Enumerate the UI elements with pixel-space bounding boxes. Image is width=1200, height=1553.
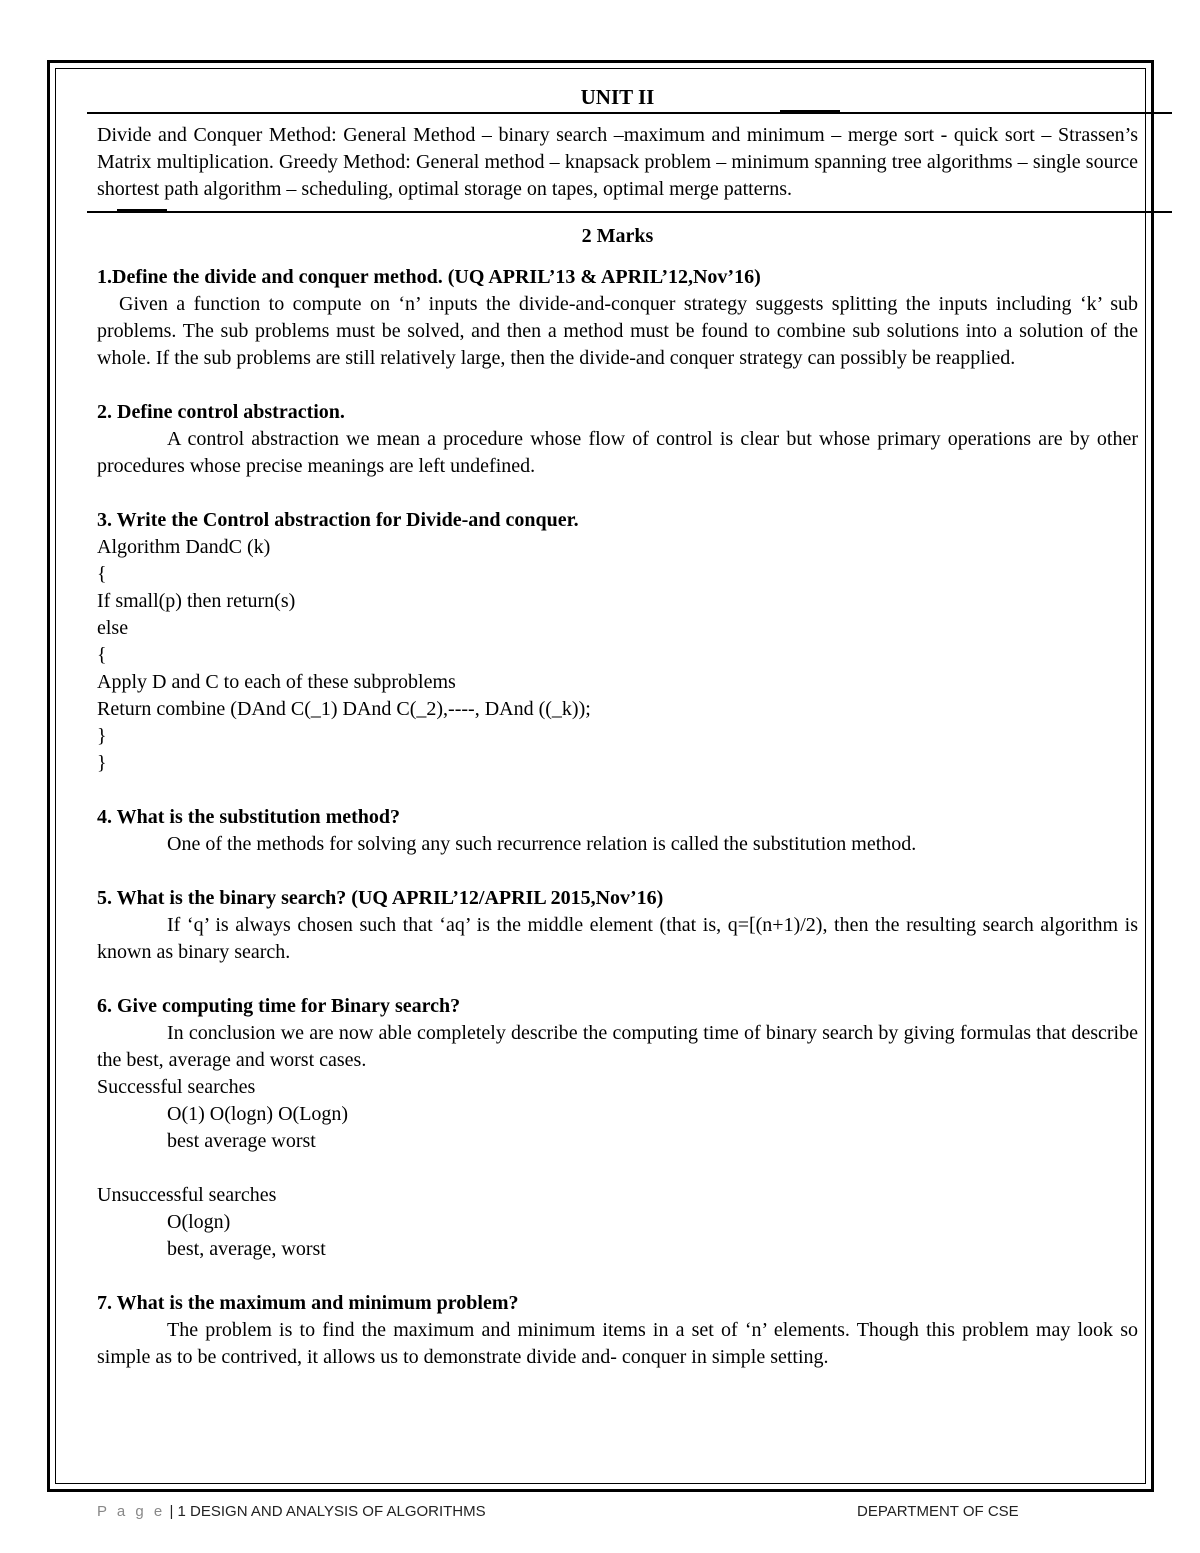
question-5 — [97, 885, 1138, 966]
section-title: 2 Marks — [581, 225, 654, 247]
code-line: If small(p) then return(s) — [97, 590, 296, 612]
code-line: Apply D and C to each of these subproblems — [97, 671, 456, 693]
question-6 — [97, 993, 1138, 1263]
unsuccessful-cases: best, average, worst — [167, 1238, 326, 1260]
rule-bottom — [87, 211, 1172, 213]
unsuccessful-values: O(logn) — [167, 1211, 231, 1233]
rule-top — [87, 112, 1172, 114]
question-4 — [97, 804, 1138, 858]
code-line: else — [97, 617, 129, 639]
question-1 — [97, 264, 1138, 372]
successful-label: Successful searches — [97, 1076, 256, 1098]
code-line: { — [97, 644, 107, 666]
question-7-title: 7. What is the maximum and minimum problem? — [97, 1292, 519, 1314]
code-line: { — [97, 563, 107, 585]
question-1-title: 1.Define the divide and conquer method. (UQ APRIL’13 & APRIL’12,Nov’16) — [97, 266, 761, 288]
page-footer — [97, 1503, 1097, 1527]
page-content — [97, 80, 1138, 1371]
unsuccessful-label: Unsuccessful searches — [97, 1184, 277, 1206]
question-2-title: 2. Define control abstraction. — [97, 401, 345, 423]
footer-department: DEPARTMENT OF CSE — [857, 1503, 1019, 1520]
question-6-answer: In conclusion we are now able completely describe the computing time of binary search by giving formulas that describe the best, average and worst cases. — [97, 1022, 1138, 1071]
code-line: } — [97, 752, 107, 774]
question-3-title: 3. Write the Control abstraction for Divide-and conquer. — [97, 509, 579, 531]
footer-page-number: | 1 — [169, 1503, 186, 1520]
question-2 — [97, 399, 1138, 480]
footer-course: DESIGN AND ANALYSIS OF ALGORITHMS — [190, 1503, 486, 1520]
question-7 — [97, 1290, 1138, 1371]
successful-values: O(1) O(logn) O(Logn) — [167, 1103, 349, 1125]
footer-page-label: P a g e — [97, 1503, 166, 1520]
footer-left — [97, 1503, 486, 1520]
syllabus-text: Divide and Conquer Method: General Method – binary search –maximum and minimum – merge sort - quick sort – Strassen’s Matrix multiplication. Greedy Method: General method – knapsack problem – minimum spanning tree algorithms – single source shortest path algorithm – scheduling, optimal storage on tapes, optimal merge patterns. — [97, 124, 1138, 200]
question-4-title: 4. What is the substitution method? — [97, 806, 401, 828]
question-7-answer: The problem is to find the maximum and minimum items in a set of ‘n’ elements. Though this problem may look so simple as to be contrived, it allows us to demonstrate divide and- conquer in simple setting. — [97, 1319, 1138, 1368]
successful-cases: best average worst — [167, 1130, 316, 1152]
question-2-answer: A control abstraction we mean a procedure whose flow of control is clear but whose primary operations are by other procedures whose precise meanings are left undefined. — [97, 428, 1138, 477]
question-1-answer: Given a function to compute on ‘n’ inputs the divide-and-conquer strategy suggests splitting the inputs including ‘k’ sub problems. The sub problems must be solved, and then a method must be found to combine sub solutions into a solution of the whole. If the sub problems are still relatively large, then the divide-and conquer strategy can possibly be reapplied. — [97, 293, 1138, 369]
question-5-answer: If ‘q’ is always chosen such that ‘aq’ is the middle element (that is, q=[(n+1)/2), then the resulting search algorithm is known as binary search. — [97, 914, 1138, 963]
unit-title: UNIT II — [580, 85, 655, 109]
code-line: } — [97, 725, 107, 747]
code-line: Algorithm DandC (k) — [97, 536, 271, 558]
question-3 — [97, 507, 1138, 777]
code-line: Return combine (DAnd C(_1) DAnd C(_2),----, DAnd ((_k)); — [97, 698, 591, 720]
question-5-title: 5. What is the binary search? (UQ APRIL’12/APRIL 2015,Nov’16) — [97, 887, 664, 909]
question-6-title: 6. Give computing time for Binary search? — [97, 995, 461, 1017]
question-4-answer: One of the methods for solving any such recurrence relation is called the substitution method. — [167, 833, 917, 855]
